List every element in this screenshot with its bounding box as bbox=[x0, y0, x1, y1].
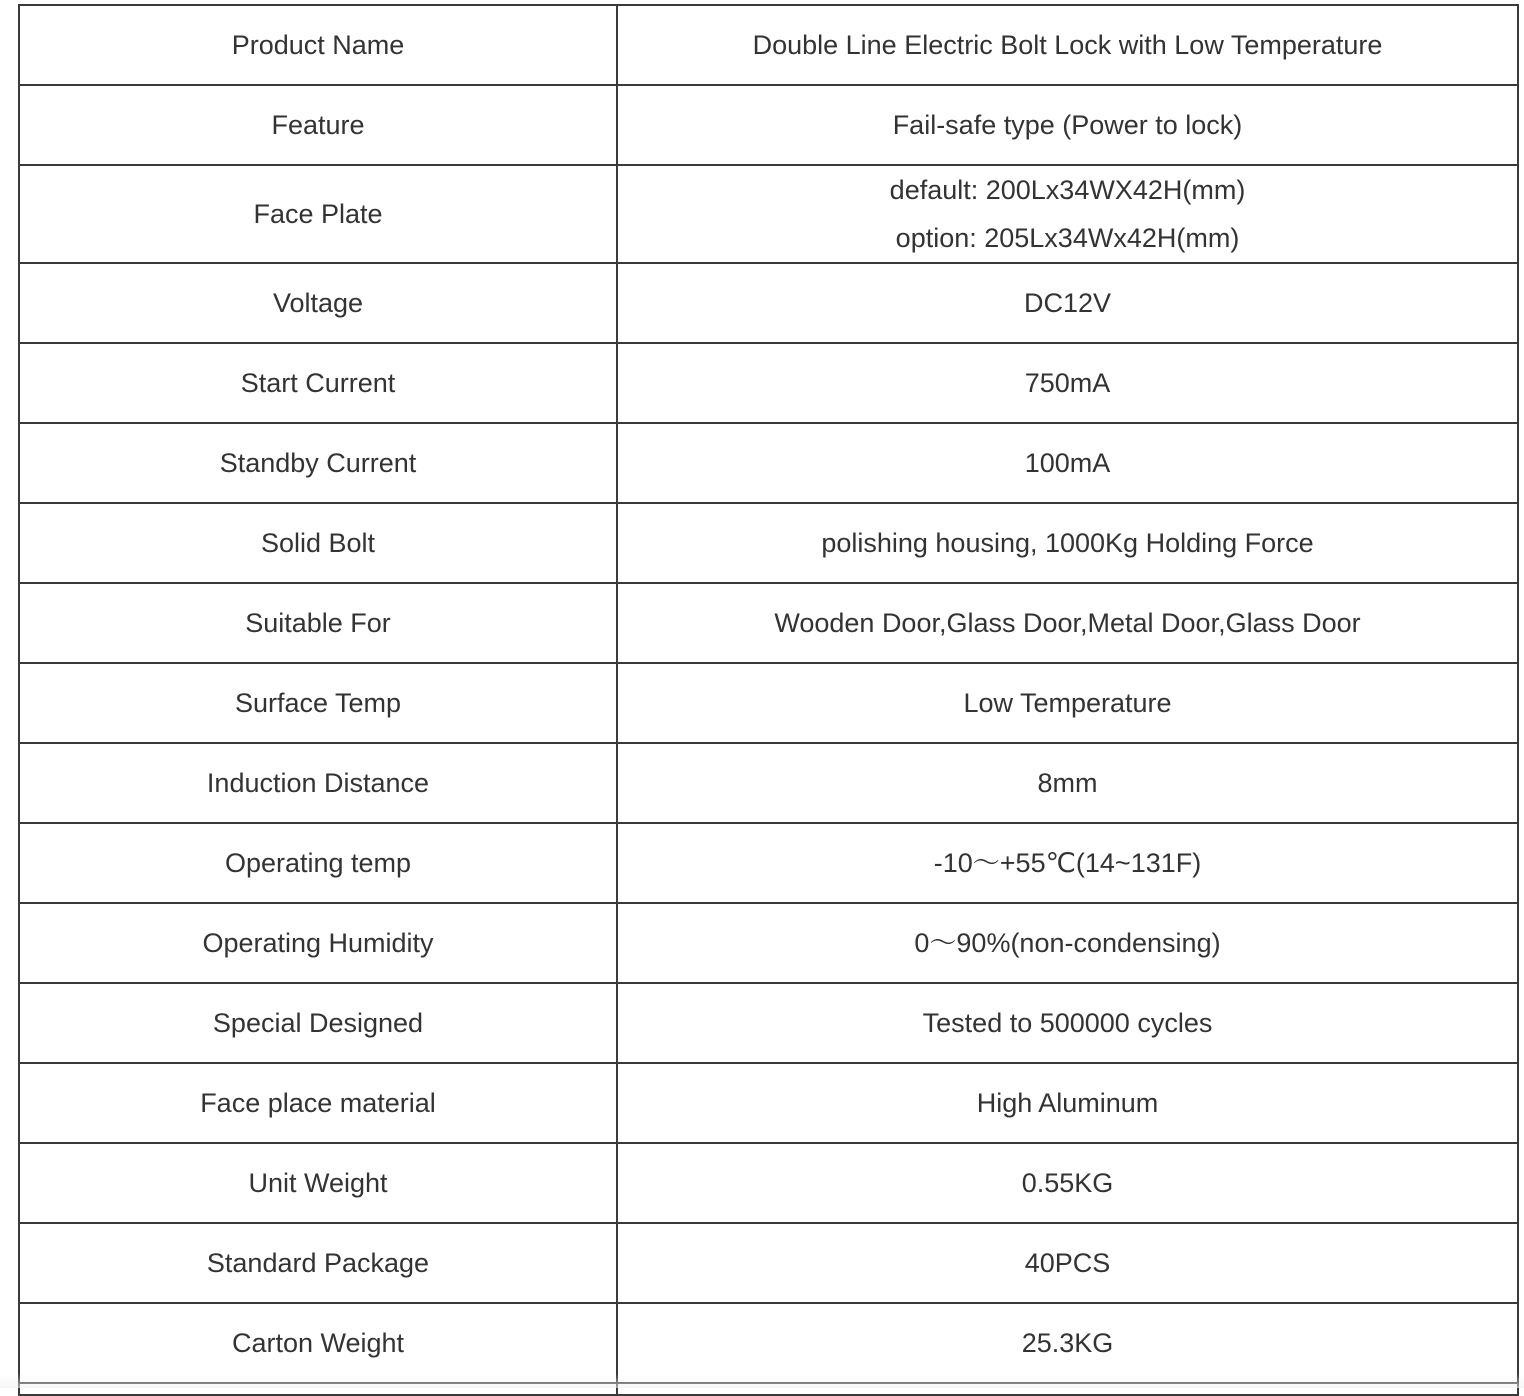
spec-label: Suitable For bbox=[19, 583, 617, 663]
spec-label: Solid Bolt bbox=[19, 503, 617, 583]
spec-value bbox=[617, 1303, 1518, 1383]
spec-value bbox=[617, 503, 1518, 583]
spec-value bbox=[617, 983, 1518, 1063]
spec-value-line: 0.55KG bbox=[1021, 1168, 1114, 1198]
spec-label: Special Designed bbox=[19, 983, 617, 1063]
spec-value-line: DC12V bbox=[1023, 288, 1112, 318]
spec-value bbox=[617, 663, 1518, 743]
spec-table-body bbox=[19, 5, 1518, 1395]
table-row bbox=[19, 743, 1518, 823]
spec-value-line: 40PCS bbox=[1024, 1248, 1111, 1278]
table-row bbox=[19, 343, 1518, 423]
spec-value-line: 0～90%(non-condensing) bbox=[914, 928, 1221, 958]
table-row bbox=[19, 165, 1518, 263]
spec-value-line: Wooden Door,Glass Door,Metal Door,Glass Door bbox=[774, 608, 1361, 638]
spec-label: Voltage bbox=[19, 263, 617, 343]
spec-value-line: 8mm bbox=[1037, 768, 1098, 798]
spec-value-line: -10～+55℃(14~131F) bbox=[933, 848, 1202, 878]
table-row bbox=[19, 983, 1518, 1063]
spec-value bbox=[617, 1223, 1518, 1303]
table-row bbox=[19, 663, 1518, 743]
spec-value bbox=[617, 5, 1518, 85]
spec-label: Induction Distance bbox=[19, 743, 617, 823]
spec-label: Face Plate bbox=[19, 165, 617, 263]
spec-value-line: Low Temperature bbox=[963, 688, 1172, 718]
table-row bbox=[19, 423, 1518, 503]
spec-value-line: 750mA bbox=[1024, 368, 1111, 398]
spec-label: Standby Current bbox=[19, 423, 617, 503]
spec-value bbox=[617, 1143, 1518, 1223]
table-row bbox=[19, 583, 1518, 663]
table-row bbox=[19, 1223, 1518, 1303]
spec-value-line: default: 200Lx34WX42H(mm) bbox=[889, 175, 1246, 205]
spec-value bbox=[617, 263, 1518, 343]
spec-value-line: High Aluminum bbox=[976, 1088, 1159, 1118]
spec-label: Unit Weight bbox=[19, 1143, 617, 1223]
spec-value-line: Double Line Electric Bolt Lock with Low Temperature bbox=[752, 30, 1383, 60]
spec-label: Carton Weight bbox=[19, 1303, 617, 1383]
spec-value bbox=[617, 823, 1518, 903]
spec-label: Operating Humidity bbox=[19, 903, 617, 983]
spec-value bbox=[617, 583, 1518, 663]
spec-value bbox=[617, 1063, 1518, 1143]
spec-value bbox=[617, 343, 1518, 423]
spec-value bbox=[617, 903, 1518, 983]
table-row bbox=[19, 903, 1518, 983]
spec-label: Standard Package bbox=[19, 1223, 617, 1303]
spec-value-line: option: 205Lx34Wx42H(mm) bbox=[895, 223, 1240, 253]
table-row bbox=[19, 5, 1518, 85]
spec-value-line: 100mA bbox=[1024, 448, 1111, 478]
spec-value-line: 25.3KG bbox=[1021, 1328, 1114, 1358]
table-row-cut-off bbox=[19, 1383, 1518, 1395]
spec-value-line: Tested to 500000 cycles bbox=[922, 1008, 1213, 1038]
spec-value bbox=[617, 743, 1518, 823]
spec-value bbox=[617, 165, 1518, 263]
spec-value bbox=[617, 85, 1518, 165]
table-row bbox=[19, 1063, 1518, 1143]
spec-label: Face place material bbox=[19, 1063, 617, 1143]
spec-table bbox=[18, 4, 1519, 1396]
spec-value-line: Fail-safe type (Power to lock) bbox=[892, 110, 1243, 140]
spec-value-line: polishing housing, 1000Kg Holding Force bbox=[821, 528, 1314, 558]
spec-value-cut-off bbox=[617, 1383, 1518, 1395]
table-row bbox=[19, 823, 1518, 903]
spec-label: Operating temp bbox=[19, 823, 617, 903]
table-row bbox=[19, 503, 1518, 583]
table-row bbox=[19, 1303, 1518, 1383]
table-row bbox=[19, 263, 1518, 343]
spec-label: Surface Temp bbox=[19, 663, 617, 743]
spec-label: Feature bbox=[19, 85, 617, 165]
spec-value bbox=[617, 423, 1518, 503]
table-row bbox=[19, 1143, 1518, 1223]
spec-label: Product Name bbox=[19, 5, 617, 85]
table-row bbox=[19, 85, 1518, 165]
spec-label-cut-off bbox=[19, 1383, 617, 1395]
spec-label: Start Current bbox=[19, 343, 617, 423]
